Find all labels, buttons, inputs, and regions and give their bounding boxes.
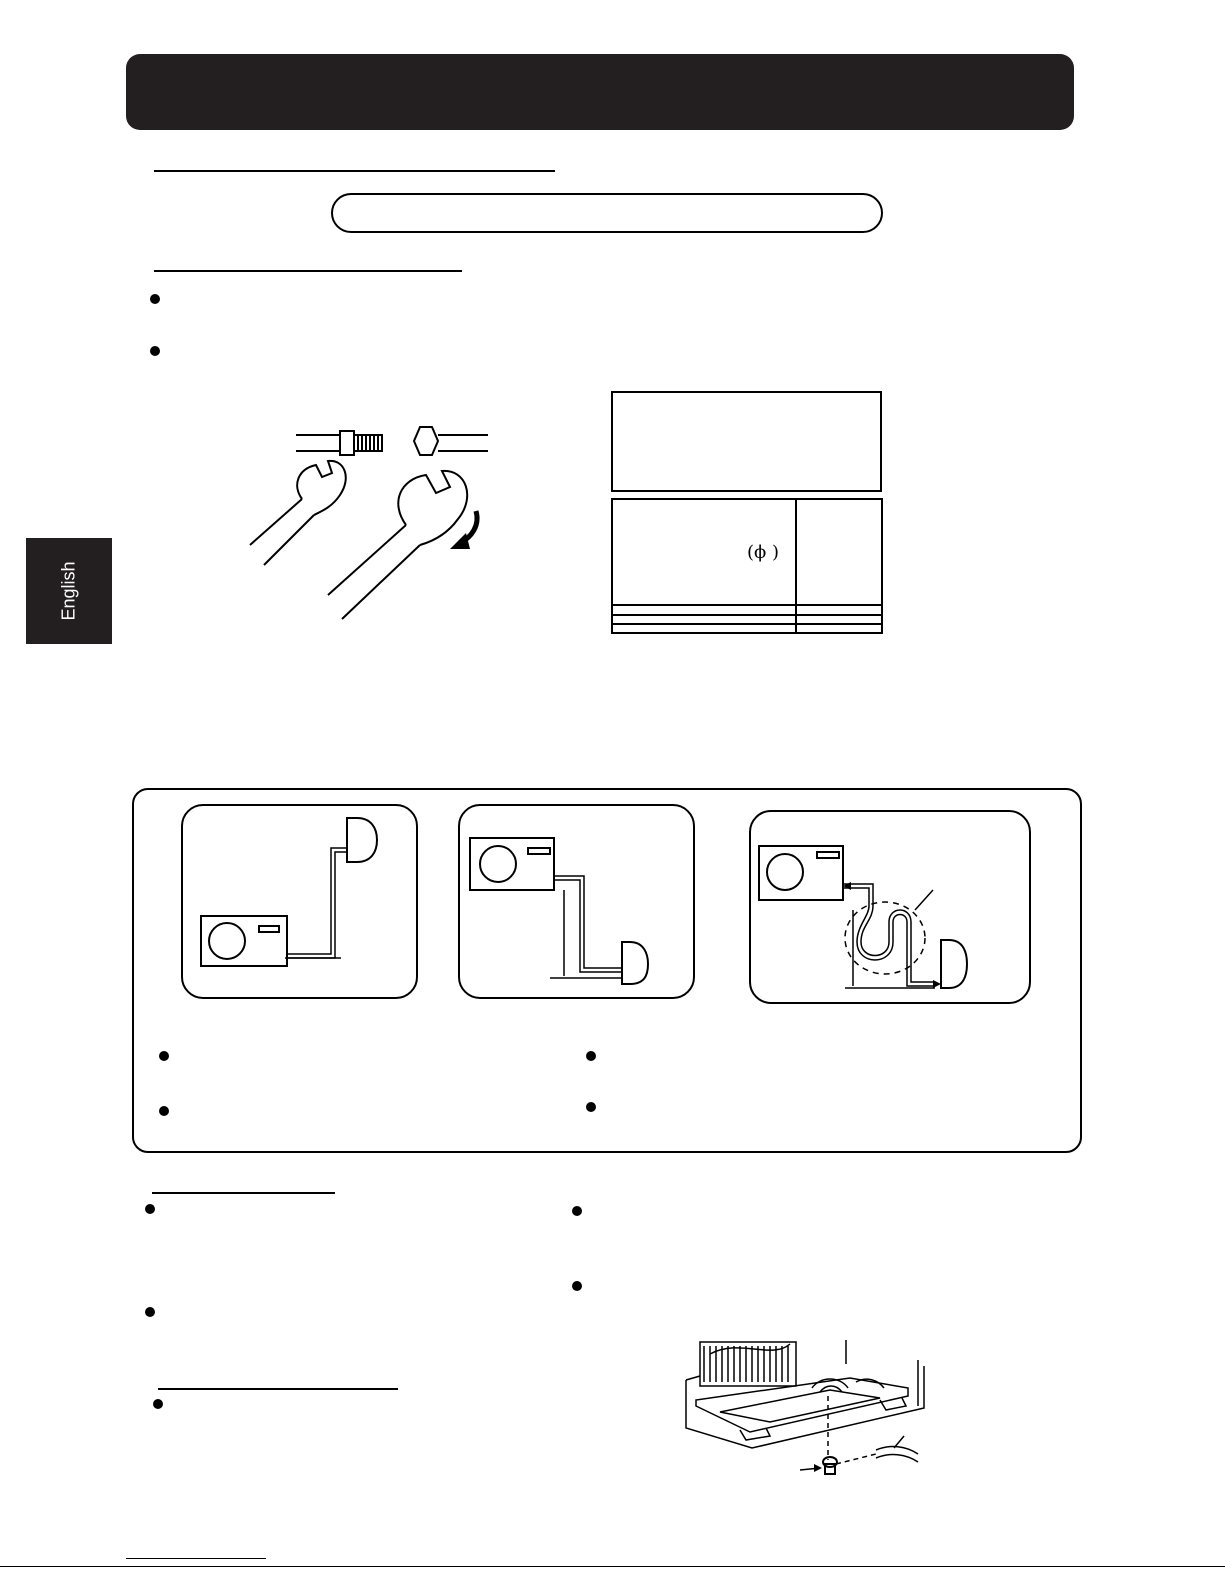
flare-nut-icon [296,427,488,455]
bullet-point [159,1106,169,1116]
wrench-icon [328,471,467,619]
bullet-point [572,1281,582,1291]
rotation-arrow-icon [450,511,477,549]
table-cell [612,615,796,624]
language-tab [26,538,112,644]
bullet-point [145,1204,155,1214]
bullet-point [153,1399,163,1409]
outdoor-unit-icon [759,846,843,900]
bullet-point [150,294,160,304]
diagram-outdoor-below-drawing [181,804,418,999]
indoor-unit-icon [941,940,967,988]
table-row [612,499,882,605]
torque-spec-table [611,498,883,634]
bullet-point [145,1307,155,1317]
table-row [612,605,882,614]
table-header-cell [796,499,882,605]
language-tab-label: English [58,561,79,621]
wrench-icon [250,461,346,565]
footer-rule [126,1558,266,1559]
section-heading-rule [154,170,555,172]
table-header-cell: (ϕ ) [612,499,796,605]
flare-nut-wrench-illustration [240,415,500,630]
page-bottom-line [0,1566,1225,1567]
drain-joint-illustration [680,1336,930,1496]
bullet-point [572,1206,582,1216]
subsection-heading-rule [158,1388,398,1390]
table-row [612,624,882,633]
section-label-box [331,193,883,233]
drain-joint-icon [823,1457,837,1474]
table-row [612,615,882,624]
diagram-with-trap-drawing [749,810,1031,1004]
bullet-point [150,346,160,356]
indoor-unit-icon [622,942,648,984]
bullet-point [586,1102,596,1112]
outdoor-unit-icon [201,916,287,966]
table-cell [796,615,882,624]
bullet-point [586,1051,596,1061]
diagram-outdoor-above-drawing [458,804,695,999]
page-title-bar [126,54,1074,130]
note-box [611,391,882,492]
subsection-heading-rule [152,1192,335,1194]
table-cell [796,624,882,633]
table-cell [612,624,796,633]
table-cell [796,605,882,614]
table-cell [612,605,796,614]
indoor-unit-icon [347,818,377,862]
outdoor-unit-icon [470,838,554,890]
subsection-heading-rule [154,270,462,272]
bullet-point [159,1051,169,1061]
